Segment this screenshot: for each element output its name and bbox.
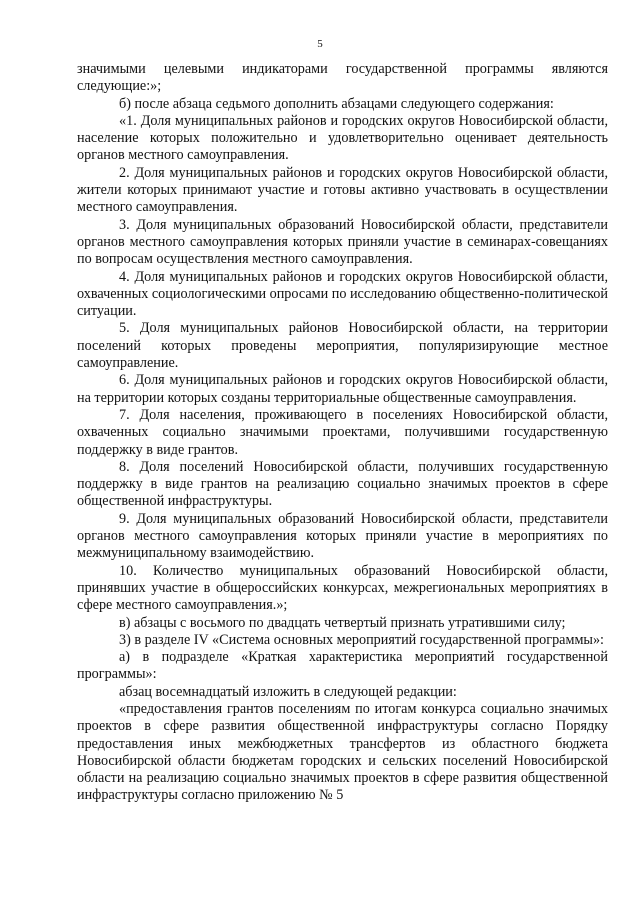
paragraph-2: б) после абзаца седьмого дополнить абзацами следующего содержания: <box>119 95 554 112</box>
paragraph-12: 10. Количество муниципальных образований Новосибирской области, принявших участие в общероссийских конкурсах, межрегиональных мероприятиях в сфере местного самоуправления.»; <box>77 562 608 614</box>
paragraph-10: 8. Доля поселений Новосибирской области, получивших государственную поддержку в виде грантов на реализацию социально значимых проектов в сфере общественной инфраструктуры. <box>77 458 608 510</box>
paragraph-15: а) в подразделе «Краткая характеристика мероприятий государственной программы»: <box>77 649 608 683</box>
paragraph-8: 6. Доля муниципальных районов и городских округов Новосибирской области, на территории которых созданы территориальные общественные самоуправления. <box>77 372 608 406</box>
paragraph-6: 4. Доля муниципальных районов и городских округов Новосибирской области, охваченных социологическими опросами по исследованию общественно-политической ситуации. <box>77 268 608 320</box>
paragraph-13: в) абзацы с восьмого по двадцать четвертый признать утратившими силу; <box>119 614 566 631</box>
paragraph-17: «предоставления грантов поселениям по итогам конкурса социально значимых проектов в сфере развития общественной инфраструктуры согласно Порядку предоставления иных межбюджетных трансфертов из областного бюджета Новосибирской области бюджетам городских и сельских поселений Новосибирской области на реализацию социально значимых проектов в сфере развития общественной инфраструктуры согласно приложению № 5 <box>77 700 608 804</box>
paragraph-14: 3) в разделе IV «Система основных мероприятий государственной программы»: <box>119 631 604 648</box>
paragraph-11: 9. Доля муниципальных образований Новосибирской области, представители органов местного самоуправления которых приняли участие в мероприятиях по межмуниципальному взаимодействию. <box>77 510 608 562</box>
page-number: 5 <box>317 38 323 50</box>
paragraph-16: абзац восемнадцатый изложить в следующей редакции: <box>119 683 457 700</box>
paragraph-4: 2. Доля муниципальных районов и городских округов Новосибирской области, жители которых принимают участие и готовы активно участвовать в осуществлении местного самоуправления. <box>77 164 608 216</box>
paragraph-5: 3. Доля муниципальных образований Новосибирской области, представители органов местного самоуправления которых приняли участие в семинарах-совещаниях по вопросам осуществления местного самоуправления. <box>77 216 608 268</box>
paragraph-1: значимыми целевыми индикаторами государственной программы являются следующие:»; <box>77 61 608 95</box>
paragraph-3: «1. Доля муниципальных районов и городских округов Новосибирской области, население которых положительно и удовлетворительно оценивает деятельность органов местного самоуправления. <box>77 112 608 164</box>
paragraph-9: 7. Доля населения, проживающего в поселениях Новосибирской области, охваченных социально значимыми проектами, получившими государственную поддержку в виде грантов. <box>77 406 608 458</box>
paragraph-7: 5. Доля муниципальных районов Новосибирской области, на территории поселений которых проведены мероприятия, популяризирующие местное самоуправление. <box>77 320 608 372</box>
document-body <box>77 61 608 805</box>
